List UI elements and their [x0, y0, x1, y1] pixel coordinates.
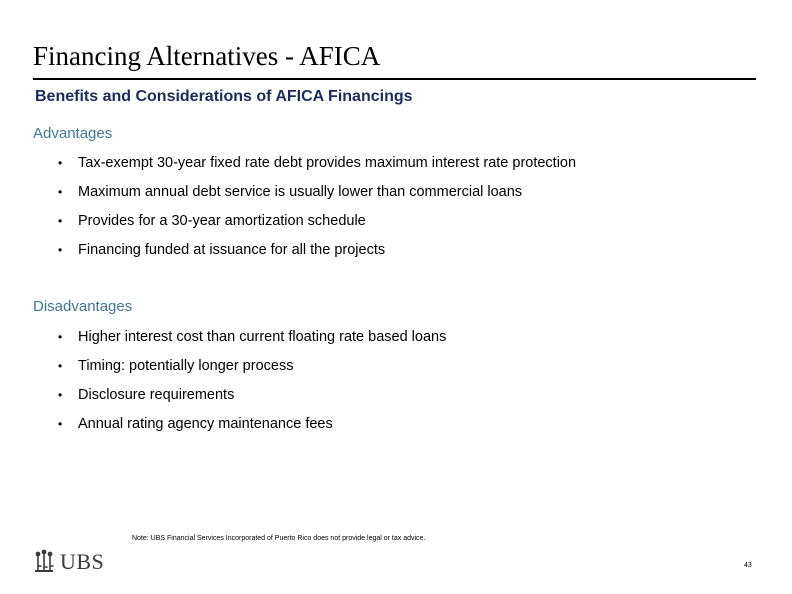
- bullet-icon: •: [58, 388, 63, 402]
- list-item-text: Annual rating agency maintenance fees: [78, 416, 333, 432]
- title-divider: [33, 78, 756, 80]
- bullet-icon: •: [58, 214, 63, 228]
- advantages-heading: Advantages: [33, 125, 113, 142]
- footer-note: Note: UBS Financial Services Incorporated of Puerto Rico does not provide legal or tax advice.: [132, 535, 426, 542]
- bullet-icon: •: [58, 156, 63, 170]
- bullet-icon: •: [58, 359, 63, 373]
- logo-text: UBS: [60, 549, 105, 574]
- list-item-text: Provides for a 30-year amortization schedule: [78, 213, 366, 229]
- page-subtitle: Benefits and Considerations of AFICA Financings: [35, 88, 413, 105]
- page-title: Financing Alternatives - AFICA: [33, 41, 381, 71]
- list-item-text: Maximum annual debt service is usually lower than commercial loans: [78, 184, 523, 200]
- list-item-text: Disclosure requirements: [78, 387, 235, 403]
- bullet-icon: •: [58, 330, 63, 344]
- disadvantages-heading: Disadvantages: [33, 298, 133, 315]
- bullet-icon: •: [58, 185, 63, 199]
- list-item-text: Tax-exempt 30-year fixed rate debt provides maximum interest rate protection: [78, 155, 577, 171]
- bullet-icon: •: [58, 417, 63, 431]
- list-item-text: Higher interest cost than current floating rate based loans: [78, 329, 447, 345]
- list-item-text: Timing: potentially longer process: [78, 358, 294, 374]
- page-number: 43: [744, 562, 752, 569]
- bullet-icon: •: [58, 243, 63, 257]
- ubs-logo: [32, 548, 104, 576]
- list-item-text: Financing funded at issuance for all the projects: [78, 242, 386, 258]
- ubs-keys-icon: [32, 549, 56, 575]
